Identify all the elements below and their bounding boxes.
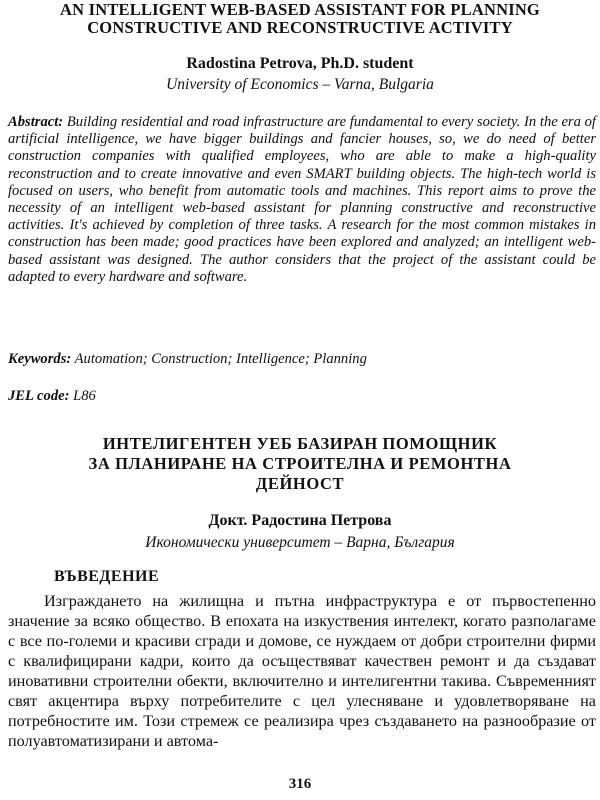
- page-number: 316: [288, 776, 312, 792]
- jel-label: JEL code:: [8, 388, 70, 404]
- title-bg: [0, 434, 600, 494]
- title-bg-line-3: ДЕЙНОСТ: [255, 474, 345, 493]
- affiliation-en: University of Economics – Varna, Bulgaria: [166, 76, 434, 93]
- keywords-label: Keywords:: [8, 351, 72, 367]
- section-heading: ВЪВЕДЕНИЕ: [54, 568, 160, 585]
- abstract-label: Abstract:: [8, 114, 64, 130]
- author-bg: Докт. Радостина Петрова: [208, 512, 392, 529]
- affiliation-bg: Икономически университет – Варна, България: [145, 534, 455, 551]
- jel-code: [8, 388, 96, 405]
- keywords: [8, 351, 367, 368]
- jel-text: L86: [69, 388, 96, 404]
- title-bg-line-1: ИНТЕЛИГЕНТЕН УЕБ БАЗИРАН ПОМОЩНИК: [102, 434, 498, 453]
- title-bg-line-2: ЗА ПЛАНИРАНЕ НА СТРОИТЕЛНА И РЕМОНТНА: [88, 454, 512, 473]
- title-en-line-1: AN INTELLIGENT WEB-BASED ASSISTANT FOR PLANNING: [60, 0, 540, 19]
- abstract: [8, 114, 596, 286]
- intro-paragraph: Изграждането на жилищна и пътна инфраструктура е от първостепенно значение за всяко общество. В епохата на изкуствения интелект, когато разполагаме с все по-големи и красиви сгради и домове, се нуждаем от добри строителни фирми с квалифицирани кадри, които да осъществяват качествен ремонт и да създават иновативни строителни обекти, включително и интелигентни такива. Съвременният свят акцентира върху потребителите с цел улесняване и удовлетворяване на потребностите им. Този стремеж се реализира чрез създаването на разнообразие от полуавтоматизирани и автома-: [8, 592, 596, 750]
- author-en: Radostina Petrova, Ph.D. student: [186, 55, 414, 72]
- abstract-text: Building residential and road infrastructure are fundamental to every society. In the era of artificial intelligence, we have bigger buildings and fancier houses, so, we do need of better construction companies with qualified employees, who are able to make a high-quality reconstruction and to create innovative and even SMART building objects. The high-tech world is focused on users, who benefit from automatic tools and machines. This report aims to prove the necessity of an intelligent web-based assistant for planning constructive and reconstructive activities. It's achieved by completion of three tasks. A research for the most common mistakes in construction has been made; good practices have been explored and analyzed; an intelligent web-based assistant was designed. The author considers that the project of the assistant could be adapted to every hardware and software.: [8, 114, 596, 285]
- title-en-line-2: CONSTRUCTIVE AND RECONSTRUCTIVE ACTIVITY: [87, 18, 513, 37]
- keywords-text: Automation; Construction; Intelligence; Planning: [71, 351, 367, 367]
